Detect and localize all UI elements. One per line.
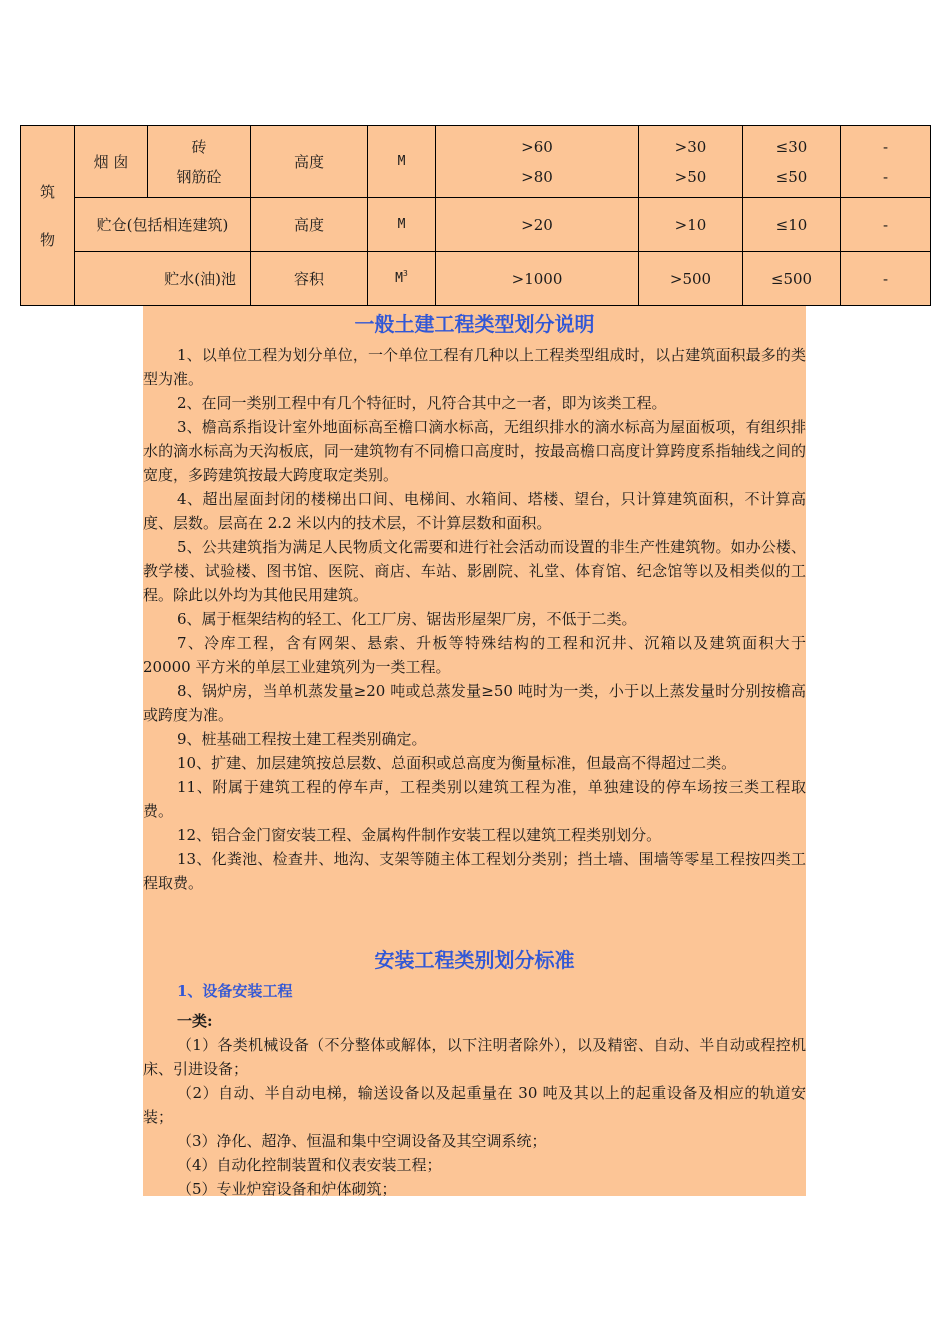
class-one-label: 一类: xyxy=(177,1012,213,1030)
category-cell xyxy=(21,126,75,306)
para-10: 10、扩建、加层建筑按总层数、总面积或总高度为衡量标准，但最高不得超过二类。 xyxy=(177,754,737,772)
table-row-silo xyxy=(21,198,931,252)
silo-class2: >10 xyxy=(639,198,743,252)
para-6: 6、属于框架结构的轻工、化工厂房、锯齿形屋架厂房，不低于二类。 xyxy=(177,610,637,628)
pool-unit xyxy=(368,252,436,306)
classification-table xyxy=(20,125,931,306)
pool-label: 贮水(油)池 xyxy=(75,252,251,306)
silo-label: 贮仓(包括相连建筑) xyxy=(75,198,251,252)
para-5: 5、公共建筑指为满足人民物质文化需要和进行社会活动而设置的非生产性建筑物。如办公楼、教学楼、试验楼、图书馆、医院、商店、车站、影剧院、礼堂、体育馆、纪念馆等以及相类似的工程。除此以外均为其他民用建筑。 xyxy=(143,538,806,604)
silo-class3: ≤10 xyxy=(743,198,841,252)
pool-class3: ≤500 xyxy=(743,252,841,306)
chimney-materials xyxy=(148,126,251,198)
chimney-unit: M xyxy=(368,126,436,198)
silo-class4: - xyxy=(841,198,931,252)
value-cell: - xyxy=(882,167,889,186)
material-brick: 砖 xyxy=(191,137,207,156)
content-panel xyxy=(143,306,806,1196)
table-row-chimney xyxy=(21,126,931,198)
para-13: 13、化粪池、检查井、地沟、支架等随主体工程划分类别；挡土墙、围墙等零星工程按四类工程取费。 xyxy=(143,850,806,892)
section1-title: 一般土建工程类型划分说明 xyxy=(354,312,595,336)
pool-class2: >500 xyxy=(639,252,743,306)
para-9: 9、桩基础工程按土建工程类别确定。 xyxy=(177,730,427,748)
chimney-class4 xyxy=(841,126,931,198)
value-cell: >60 xyxy=(521,137,553,156)
value-cell: >30 xyxy=(674,137,707,156)
silo-metric: 高度 xyxy=(251,198,368,252)
chimney-class3 xyxy=(743,126,841,198)
value-cell: ≤50 xyxy=(775,167,808,186)
value-cell: - xyxy=(882,137,889,156)
value-cell: >80 xyxy=(521,167,553,186)
item-1: （1）各类机械设备（不分整体或解体，以下注明者除外），以及精密、自动、半自动或程控机床、引进设备； xyxy=(143,1036,806,1078)
para-4: 4、超出屋面封闭的楼梯出口间、电梯间、水箱间、塔楼、望台，只计算建筑面积，不计算高度、层数。层高在 2.2 米以内的技术层，不计算层数和面积。 xyxy=(143,490,806,532)
item-4: （4）自动化控制装置和仪表安装工程； xyxy=(177,1156,442,1174)
section2-title: 安装工程类别划分标准 xyxy=(374,948,575,972)
pool-class4: - xyxy=(841,252,931,306)
chimney-class1 xyxy=(436,126,639,198)
unit-sup: 3 xyxy=(403,268,408,278)
silo-class1: >20 xyxy=(436,198,639,252)
chimney-label: 烟 囱 xyxy=(75,126,148,198)
para-12: 12、铝合金门窗安装工程、金属构件制作安装工程以建筑工程类别划分。 xyxy=(177,826,662,844)
item-3: （3）净化、超净、恒温和集中空调设备及其空调系统； xyxy=(177,1132,547,1150)
item-5: （5）专业炉窑设备和炉体砌筑； xyxy=(177,1180,397,1196)
pool-class1: >1000 xyxy=(436,252,639,306)
para-11: 11、附属于建筑工程的停车声，工程类别以建筑工程为准，单独建设的停车场按三类工程取费。 xyxy=(143,778,806,820)
para-2: 2、在同一类别工程中有几个特征时，凡符合其中之一者，即为该类工程。 xyxy=(177,394,667,412)
item-2: （2）自动、半自动电梯，输送设备以及起重量在 30 吨及其以上的起重设备及相应的轨道安装； xyxy=(143,1084,806,1126)
silo-unit: M xyxy=(368,198,436,252)
section2-subtitle: 1、设备安装工程 xyxy=(177,982,293,1000)
category-char-1: 筑 xyxy=(39,182,55,201)
value-cell: >50 xyxy=(674,167,707,186)
para-8: 8、锅炉房，当单机蒸发量≥20 吨或总蒸发量≥50 吨时为一类，小于以上蒸发量时分别按檐高或跨度为准。 xyxy=(143,682,806,724)
unit-base: M xyxy=(395,270,403,286)
pool-metric: 容积 xyxy=(251,252,368,306)
para-7: 7、冷库工程，含有网架、悬索、升板等特殊结构的工程和沉井、沉箱以及建筑面积大于 20000 平方米的单层工业建筑列为一类工程。 xyxy=(143,634,806,676)
chimney-metric: 高度 xyxy=(251,126,368,198)
chimney-class2 xyxy=(639,126,743,198)
category-char-2: 物 xyxy=(39,230,55,249)
table-row-pool xyxy=(21,252,931,306)
value-cell: ≤30 xyxy=(775,137,808,156)
material-concrete: 钢筋砼 xyxy=(176,167,222,186)
para-3: 3、檐高系指设计室外地面标高至檐口滴水标高，无组织排水的滴水标高为屋面板项，有组织排水的滴水标高为天沟板底，同一建筑物有不同檐口高度时，按最高檐口高度计算跨度系指轴线之间的宽度，多跨建筑按最大跨度取定类别。 xyxy=(143,418,806,484)
para-1: 1、以单位工程为划分单位，一个单位工程有几种以上工程类型组成时，以占建筑面积最多的类型为准。 xyxy=(143,346,806,388)
